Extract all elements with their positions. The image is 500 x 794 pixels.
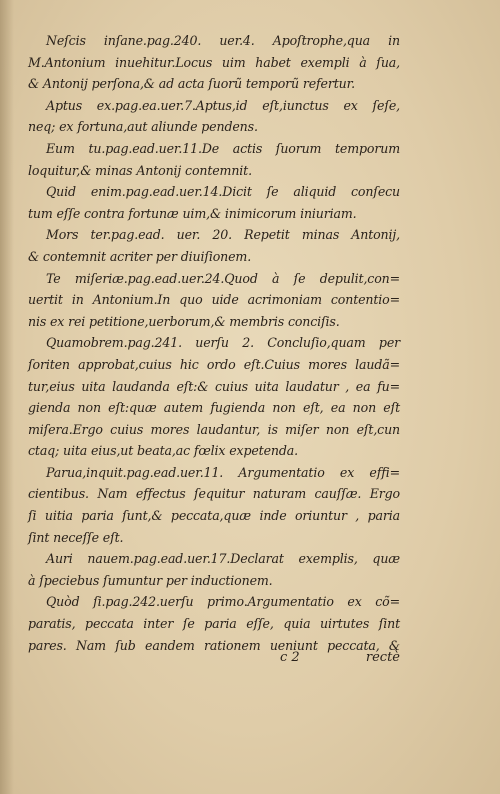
text-line: Te miſeriæ.pag.ead.uer.24.Quod à ſe depulit,con= <box>46 270 400 286</box>
text-line: neq; ex fortuna,aut aliunde pendens. <box>28 119 258 135</box>
text-line: Eum tu.pag.ead.uer.11.De actis ſuorum temporum <box>46 140 400 156</box>
text-line: paratis, peccata inter ſe paria eſſe, quia uirtutes ſint <box>28 616 400 632</box>
page-gutter-shadow <box>0 0 14 794</box>
text-line: Aptus ex.pag.ea.uer.7.Aptus,id eſt,iunctus ex ſeſe, <box>46 97 400 113</box>
text-line: & Antonij perſona,& ad acta ſuorũ temporũ refertur. <box>28 76 355 92</box>
text-line: Quamobrem.pag.241. uerſu 2. Concluſio,quam per <box>46 335 400 351</box>
text-line: tum eſſe contra fortunæ uim,& inimicorum iniuriam. <box>28 205 357 221</box>
signature-mark: c 2 <box>280 650 300 665</box>
text-line: Mors ter.pag.ead. uer. 20. Repetit minas Antonij, <box>46 227 400 243</box>
text-line: cientibus. Nam effectus ſequitur naturam cauſſæ. Ergo <box>28 486 400 502</box>
text-line: Auri nauem.pag.ead.uer.17.Declarat exemplis, quæ <box>46 551 400 567</box>
text-line: M.Antonium inuehitur.Locus uim habet exempli à ſua, <box>28 54 400 70</box>
catchword: rectè <box>365 650 400 665</box>
text-line: Neſcis inſane.pag.240. uer.4. Apoſtrophe,qua in <box>46 33 400 48</box>
text-line: tur,eius uita laudanda eſt:& cuius uita laudatur , ea fu= <box>28 378 400 394</box>
page-footer <box>28 650 400 672</box>
text-line: ctaq; uita eius,ut beata,ac fœlix expetenda. <box>28 443 298 459</box>
text-line: miſera.Ergo cuius mores laudantur, is miſer non eſt,cun <box>28 421 400 437</box>
text-line: Parua,inquit.pag.ead.uer.11. Argumentatio ex effi= <box>46 464 400 480</box>
text-line: nis ex rei petitione,uerborum,& membris conciſis. <box>28 313 340 329</box>
commentary-text-block <box>28 30 400 656</box>
text-line: pares. Nam ſub eandem rationem ueniunt peccata, & <box>28 637 400 653</box>
text-line: à ſpeciebus ſumuntur per inductionem. <box>28 572 273 588</box>
text-line: loquitur,& minas Antonij contemnit. <box>28 162 252 178</box>
text-line: Quid enim.pag.ead.uer.14.Dicit ſe aliquid conſecu <box>46 184 400 200</box>
text-line: uertit in Antonium.In quo uide acrimoniam contentio= <box>28 292 400 308</box>
text-line: ſoriten approbat,cuius hic ordo eſt.Cuius mores laudã= <box>28 356 400 372</box>
text-line: Quòd ſi.pag.242.uerſu primo.Argumentatio ex cõ= <box>46 594 400 610</box>
text-line: gienda non eſt:quæ autem fugienda non eſt, ea non eſt <box>28 400 400 416</box>
text-line: ſint neceſſe eſt. <box>28 529 124 545</box>
text-line: & contemnit acriter per diuiſionem. <box>28 248 252 264</box>
text-line: ſi uitia paria ſunt,& peccata,quæ inde oriuntur , paria <box>28 508 400 524</box>
